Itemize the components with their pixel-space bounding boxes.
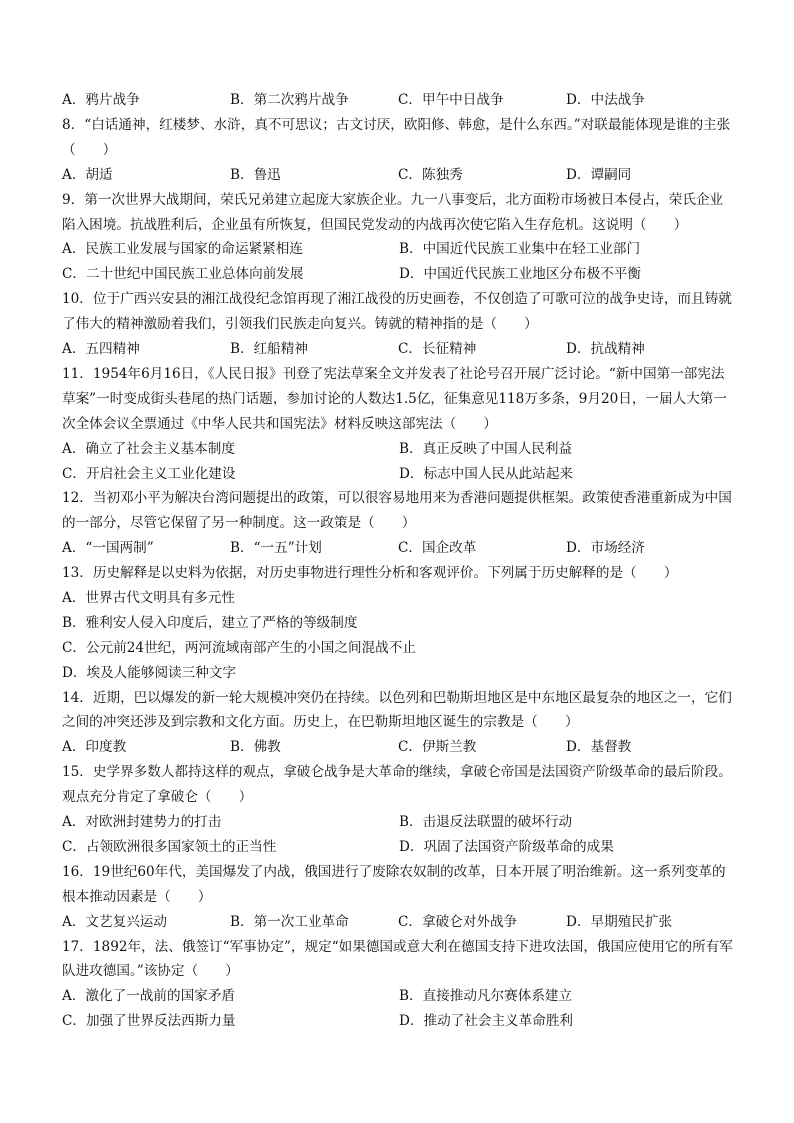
option-a[interactable]: A．激化了一战前的国家矛盾 <box>62 988 235 1005</box>
option-b[interactable]: B．第二次鸦片战争 <box>230 92 349 108</box>
question-8-options <box>62 163 736 188</box>
question-9-options-row-1 <box>62 237 736 262</box>
option-a[interactable]: A．文艺复兴运动 <box>62 913 167 930</box>
option-d[interactable]: D．中国近代民族工业地区分布极不平衡 <box>399 266 641 283</box>
question-12-options <box>62 536 736 561</box>
option-d[interactable]: D．标志中国人民从此站起来 <box>399 465 574 482</box>
option-b[interactable]: B．击退反法联盟的破坏行动 <box>399 814 573 831</box>
option-c[interactable]: C．加强了世界反法西斯力量 <box>62 1013 236 1030</box>
option-a[interactable]: A．鸦片战争 <box>62 92 140 108</box>
question-11-options-row-1 <box>62 437 736 462</box>
question-15-stem: 15．史学界多数人都持这样的观点，拿破仑战争是大革命的继续，拿破仑帝国是法国资产阶级革命的最后阶段。观点充分肯定了拿破仑（ ） <box>62 764 732 806</box>
option-c[interactable]: C．国企改革 <box>398 540 477 557</box>
option-b[interactable]: B．“一五”计划 <box>230 540 322 557</box>
question-12-stem: 12．当初邓小平为解决台湾问题提出的政策，可以很容易地用来为香港问题提供框架。政策使香港重新成为中国的一部分，尽管它保留了另一种制度。这一政策是（ ） <box>62 490 732 532</box>
question-14-options <box>62 735 736 760</box>
option-c[interactable]: C．开启社会主义工业化建设 <box>62 465 236 482</box>
option-a[interactable]: A．“一国两制” <box>62 540 154 557</box>
option-d[interactable]: D．谭嗣同 <box>566 166 632 183</box>
question-17-options-row-2 <box>62 1009 736 1034</box>
question-14-stem: 14．近期，巴以爆发的新一轮大规模冲突仍在持续。以色列和巴勒斯坦地区是中东地区最复杂的地区之一，它们之间的冲突还涉及到宗教和文化方面。历史上，在巴勒斯坦地区诞生的宗教是（ ） <box>62 689 732 731</box>
option-b[interactable]: B．佛教 <box>230 739 281 756</box>
question-10-options <box>62 337 736 362</box>
question-15-options-row-2 <box>62 835 736 860</box>
option-c[interactable]: C．长征精神 <box>398 341 477 357</box>
question-11-stem: 11．1954年6月16日，《人民日报》刊登了宪法草案全文并发表了社论号召开展广泛讨论。“新中国第一部宪法草案”一时变成街头巷尾的热门话题，参加讨论的人数达1.5亿，征集意见118万多条，9月20日，一届人大第一次全体会议全票通过《中华人民共和国宪法》材料反映这部宪法（ ） <box>62 365 727 432</box>
option-b[interactable]: B．真正反映了中国人民利益 <box>399 440 573 457</box>
option-c[interactable]: C．拿破仑对外战争 <box>398 913 518 930</box>
question-15-options-row-1 <box>62 810 736 835</box>
option-c[interactable]: C．二十世纪中国民族工业总体向前发展 <box>62 266 304 283</box>
option-d[interactable]: D．埃及人能够阅读三种文字 <box>62 664 237 681</box>
option-b[interactable]: B．红船精神 <box>230 341 308 357</box>
option-a[interactable]: A．确立了社会主义基本制度 <box>62 440 235 457</box>
option-b[interactable]: B．第一次工业革命 <box>230 913 349 930</box>
option-b[interactable]: B．鲁迅 <box>230 166 281 183</box>
option-c[interactable]: C．甲午中日战争 <box>398 92 504 108</box>
option-d[interactable]: D．巩固了法国资产阶级革命的成果 <box>399 838 614 855</box>
question-10-stem: 10．位于广西兴安县的湘江战役纪念馆再现了湘江战役的历史画卷，不仅创造了可歌可泣的战争史诗，而且铸就了伟大的精神激励着我们，引领我们民族走向复兴。铸就的精神指的是（ ） <box>62 291 732 333</box>
option-c[interactable]: C．陈独秀 <box>398 166 463 183</box>
option-c[interactable]: C．伊斯兰教 <box>398 739 477 756</box>
option-b[interactable]: B．中国近代民族工业集中在轻工业部门 <box>399 241 641 258</box>
option-a[interactable]: A．世界古代文明具有多元性 <box>62 590 235 606</box>
option-d[interactable]: D．早期殖民扩张 <box>566 913 673 930</box>
option-d[interactable]: D．推动了社会主义革命胜利 <box>399 1013 574 1030</box>
exam-page <box>62 88 736 1034</box>
option-a[interactable]: A．印度教 <box>62 739 127 756</box>
option-a[interactable]: A．五四精神 <box>62 341 140 357</box>
option-d[interactable]: D．市场经济 <box>566 540 645 557</box>
option-d[interactable]: D．中法战争 <box>566 92 645 108</box>
question-7-options <box>62 88 736 113</box>
option-c[interactable]: C．占领欧洲很多国家领土的正当性 <box>62 838 277 855</box>
option-d[interactable]: D．基督教 <box>566 739 632 756</box>
question-13-stem: 13．历史解释是以史料为依据，对历史事物进行理性分析和客观评价。下列属于历史解释的是（ ） <box>62 565 678 582</box>
option-a[interactable]: A．对欧洲封建势力的打击 <box>62 814 222 831</box>
question-16-stem: 16．19世纪60年代，美国爆发了内战，俄国进行了废除农奴制的改革，日本开展了明治维新。这一系列变革的根本推动因素是（ ） <box>62 863 726 905</box>
option-a[interactable]: A．胡适 <box>62 166 113 183</box>
option-b[interactable]: B．雅利安人侵入印度后，建立了严格的等级制度 <box>62 614 358 631</box>
question-17-stem: 17．1892年，法、俄签订“军事协定”，规定“如果德国或意大利在德国支持下进攻法国，俄国应使用它的所有军队进攻德国。”该协定（ ） <box>62 938 733 980</box>
question-8-stem: 8．“白话通神，红楼梦、水浒，真不可思议；古文讨厌，欧阳修、韩愈，是什么东西。”对联最能体现是谁的主张（ ） <box>62 116 731 158</box>
question-17-options-row-1 <box>62 984 736 1009</box>
option-c[interactable]: C．公元前24世纪，两河流域南部产生的小国之间混战不止 <box>62 639 416 656</box>
question-9-options-row-2 <box>62 262 736 287</box>
option-b[interactable]: B．直接推动凡尔赛体系建立 <box>399 988 573 1005</box>
question-16-options <box>62 910 736 935</box>
option-a[interactable]: A．民族工业发展与国家的命运紧紧相连 <box>62 241 303 258</box>
option-d[interactable]: D．抗战精神 <box>566 341 645 357</box>
question-11-options-row-2 <box>62 462 736 487</box>
question-9-stem: 9．第一次世界大战期间，荣氏兄弟建立起庞大家族企业。九一八事变后，北方面粉市场被日本侵占，荣氏企业陷入困境。抗战胜利后，企业虽有所恢复，但国民党发动的内战再次使它陷入生存危机。这说明（ ） <box>62 191 724 233</box>
